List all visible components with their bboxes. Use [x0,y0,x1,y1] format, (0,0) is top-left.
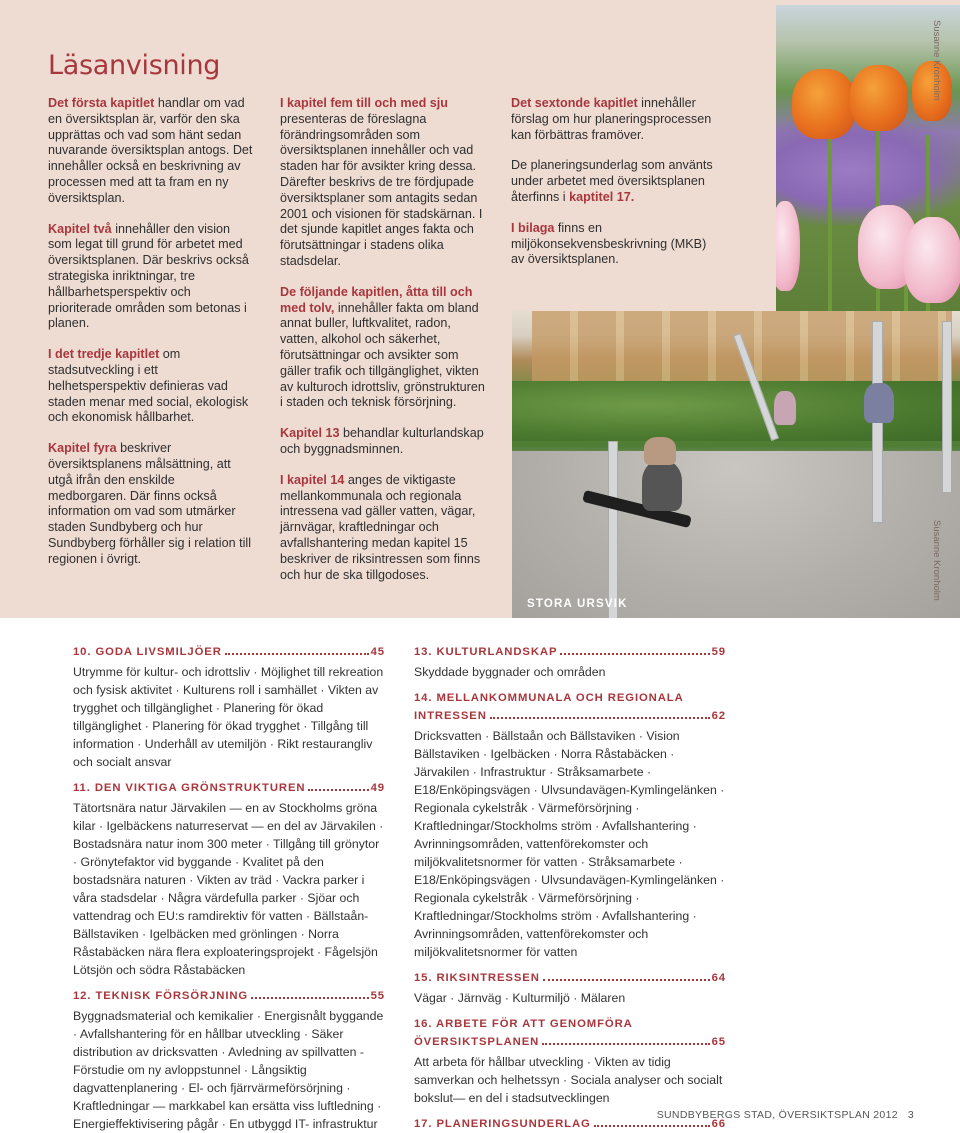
paragraph-text: De planeringsunderlag som använts under arbetet med översiktsplanen återfinns i [511,158,713,204]
paragraph-text: innehåller den vision som legat till grund för arbetet med översiktsplanen. Där beskrivs också strategiska inriktningar, tre hållbarhetsperspektiv och prioriterade områden som betonas i planen. [48,221,249,331]
page-number: 3 [907,1109,914,1121]
paragraph-lead: Kapitel 13 [280,426,340,441]
paragraph-lead: I kapitel fem till och med sju [280,96,448,110]
paragraph [511,158,721,205]
toc-heading-label: 11. DEN VIKTIGA GRÖNSTRUKTUREN [73,782,306,794]
toc-heading-label: ÖVERSIKTSPLANEN [414,1036,540,1048]
photo-credit: Susanne Kronholm [931,20,942,101]
toc-heading[interactable] [414,643,726,661]
toc-page-number: 66 [711,1118,726,1130]
toc-description: Utrymme för kultur- och idrottsliv · Möjlighet till rekreation och fysisk aktivitet · Kulturens roll i samhället · Vikten av trygghet och tillgänglighet · Planering för ökad tillgänglighet · Planering för ökad trygghet · Tillgång till information · Underhåll av utemiljön · Rikt restaurangliv och socialt ansvar [73,665,384,769]
paragraph-lead: Det sextonde kapitlet [511,96,638,110]
photo-tulip [850,65,908,131]
photo-pole [608,441,618,618]
photo-caption: STORA URSVIK [527,598,628,610]
toc-page-number: 49 [370,782,385,794]
page-title: Läsanvisning [48,50,221,81]
paragraph [280,426,485,458]
toc-heading-label: 15. RIKSINTRESSEN [414,972,540,984]
paragraph [48,441,253,567]
toc-heading-line[interactable]: 14. MELLANKOMMUNALA OCH REGIONALA [414,692,684,704]
photo-child [864,383,894,423]
toc-description: Tätortsnära natur Järvakilen — en av Stockholms gröna kilar · Igelbäckens naturreservat — en del av Järvakilen · Bostadsnära natur inom 300 meter · Tillgång till grönytor · Grönytefaktor vid byggande · Kvalitet på den bostadsnära naturen · Vikten av träd · Vackra parker i våra stadsdelar · Några värdefulla parker · Sjöar och vattendrag och EU:s ramdirektiv för vatten · Bällstaån- Bällstaviken · Igelbäcken med grönlingen · Norra Råstabäcken nära flera exploateringsprojekt · Fågelsjön Lötsjön och södra Råstabäcken [73,801,384,977]
photo-tulip [792,69,856,139]
photo-tulip [904,217,960,303]
paragraph-text: om stadsutveckling i ett helhetsperspektiv definieras vad staden menar med social, ekologisk och ekonomisk hållbarhet. [48,347,249,425]
toc-heading-label: INTRESSEN [414,710,487,722]
intro-column-1 [48,96,253,583]
paragraph-lead: I det tredje kapitlet [48,347,160,362]
paragraph-text: behandlar kulturlandskap och byggnadsminnen. [280,426,484,456]
photo-pole [942,321,952,493]
paragraph-text: finns en miljökonsekvensbeskrivning (MKB) av översiktsplanen. [511,220,707,267]
playground-photo [512,311,960,618]
toc-heading-label: 10. GODA LIVSMILJÖER [73,646,222,658]
photo-tulip [776,201,800,291]
photo-credit: Susanne Kronholm [931,520,942,601]
paragraph [48,347,253,426]
toc-page-number: 64 [711,972,726,984]
toc-leader-dots [560,653,709,655]
toc-heading[interactable] [414,707,726,725]
paragraph-text: beskriver översiktsplanens målsättning, att utgå ifrån den enskilde medborgaren. Där finns också information om vad som utmärker staden Sundbyberg och hur Sundbyberg förhåller sig i relation till regionen i övrigt. [48,441,252,566]
paragraph-text: anges de viktigaste mellankommunala och regionala intressena vad gäller vatten, vägar, järnvägar, kraftledningar och avfallshantering medan kapitel 15 beskriver de riksintressen som finns och hur de ska tillgodoses. [280,472,481,582]
paragraph-lead: Kapitel två [48,221,112,236]
toc-page-number: 65 [711,1036,726,1048]
paragraph-text: presenteras de föreslagna förändringsområden som översiktsplanen innehåller och vad staden har för avsikter kring dessa. Därefter beskrivs de tre fördjupade översiktsplaner som antagits sedan 2001 och visionen för stadskärnan. I det sjunde kapitlet anges fakta och förutsättningar i stadens olika stadsdelar. [280,111,483,268]
toc-heading[interactable] [73,643,385,661]
photo-ground [512,451,960,618]
photo-child-head [644,437,676,465]
paragraph-emphasis: kaptitel 17. [569,189,635,204]
toc-heading[interactable] [73,987,385,1005]
photo-child [642,461,682,511]
photo-stem [828,125,832,311]
paragraph [48,222,253,333]
toc-leader-dots [490,717,710,719]
toc-leader-dots [251,997,369,999]
footer-title: SUNDBYBERGS STAD, ÖVERSIKTSPLAN 2012 [656,1109,898,1121]
paragraph-text: handlar om vad en översiktsplan är, varför den ska upprättas och vad som hänt sedan nuvarande översiktsplan antogs. Det innehåller också en beskrivning av processen med att ta fram en ny översiktsplan. [48,96,253,205]
toc-description: Att arbeta för hållbar utveckling · Vikten av tidig samverkan och helhetssyn · Sociala analyser och socialt bokslut— en del i stadsutvecklingen [414,1055,723,1105]
toc-heading-line[interactable]: 16. ARBETE FÖR ATT GENOMFÖRA [414,1018,633,1030]
toc-right-column [414,643,726,1133]
paragraph [511,96,721,143]
paragraph [48,96,253,207]
toc-leader-dots [542,1043,709,1045]
toc-heading-label: 12. TEKNISK FÖRSÖRJNING [73,990,249,1002]
toc-description: Vägar · Järnväg · Kulturmiljö · Mälaren [414,991,626,1005]
toc-heading-label: 13. KULTURLANDSKAP [414,646,558,658]
toc-description: Byggnadsmaterial och kemikalier · Energisnålt byggande · Avfallshantering för en hållbar utveckling · Säker distribution av dricksvatten · Avledning av spillvatten -Förstudie om ny avloppstunnel · Långsiktig dagvattenplanering · El- och fjärrvärmeförsörjning · Kraftledningar — markkabel kan ersätta viss luftledning · Energieffektivisering pågår · En utbyggd IT- infrastruktur [73,1009,384,1131]
paragraph-text: innehåller förslag om hur planeringsprocessen kan förbättras framöver. [511,96,712,142]
paragraph-lead: Det första kapitlet [48,96,155,110]
paragraph [511,221,721,268]
toc-leader-dots [594,1125,710,1127]
page-footer [657,1109,914,1121]
paragraph-text: innehåller fakta om bland annat buller, luftkvalitet, radon, vatten, alkohol och säkerhet, förutsättningar och avsikter som gäller trafik och tillgänglighet, vikten av kulturoch idrottsliv, grönstrukturen i staden och teknisk försörjning. [280,300,485,410]
paragraph-lead: I kapitel 14 [280,472,345,487]
toc-left-column [73,643,385,1133]
toc-page-number: 62 [711,710,726,722]
toc-description: Dricksvatten · Bällstaån och Bällstaviken · Vision Bällstaviken · Igelbäcken · Norra Råstabäcken · Järvakilen · Infrastruktur · Stråksamarbete · E18/Enköpingsvägen · Ulvsundavägen-Kymlingelänken · Regionala cykelstråk · Värmeförsörjning · Kraftledningar/Stockholms ström · Avfallshantering · Avrinningsområden, vattenförekomster och miljökvalitetsnormer för vatten · Stråksamarbete · E18/Enköpingsvägen · Ulvsundavägen-Kymlingelänken · Regionala cykelstråk · Värmeförsörjning · Kraftledningar/Stockholms ström · Avfallshantering · Avrinningsområden, vattenförekomster och miljökvalitetsnormer för vatten [414,729,725,959]
paragraph-lead: I bilaga [511,220,555,235]
intro-column-2 [280,96,485,598]
paragraph-lead: Kapitel fyra [48,441,117,456]
toc-heading-label: 17. PLANERINGSUNDERLAG [414,1118,591,1130]
toc-heading[interactable] [414,969,726,987]
intro-column-3 [511,96,721,283]
toc-page-number: 55 [370,990,385,1002]
paragraph-lead: De följande kapitlen, åtta till och med tolv, [280,284,473,315]
toc-leader-dots [225,653,369,655]
toc-heading[interactable] [73,779,385,797]
photo-child [774,391,796,425]
toc-description: Skyddade byggnader och områden [414,665,606,679]
paragraph [280,285,485,411]
toc-heading[interactable] [414,1033,726,1051]
paragraph [280,96,485,270]
toc-page-number: 45 [370,646,385,658]
toc-page-number: 59 [711,646,726,658]
toc-leader-dots [543,979,710,981]
paragraph [280,473,485,584]
toc-leader-dots [308,789,368,791]
